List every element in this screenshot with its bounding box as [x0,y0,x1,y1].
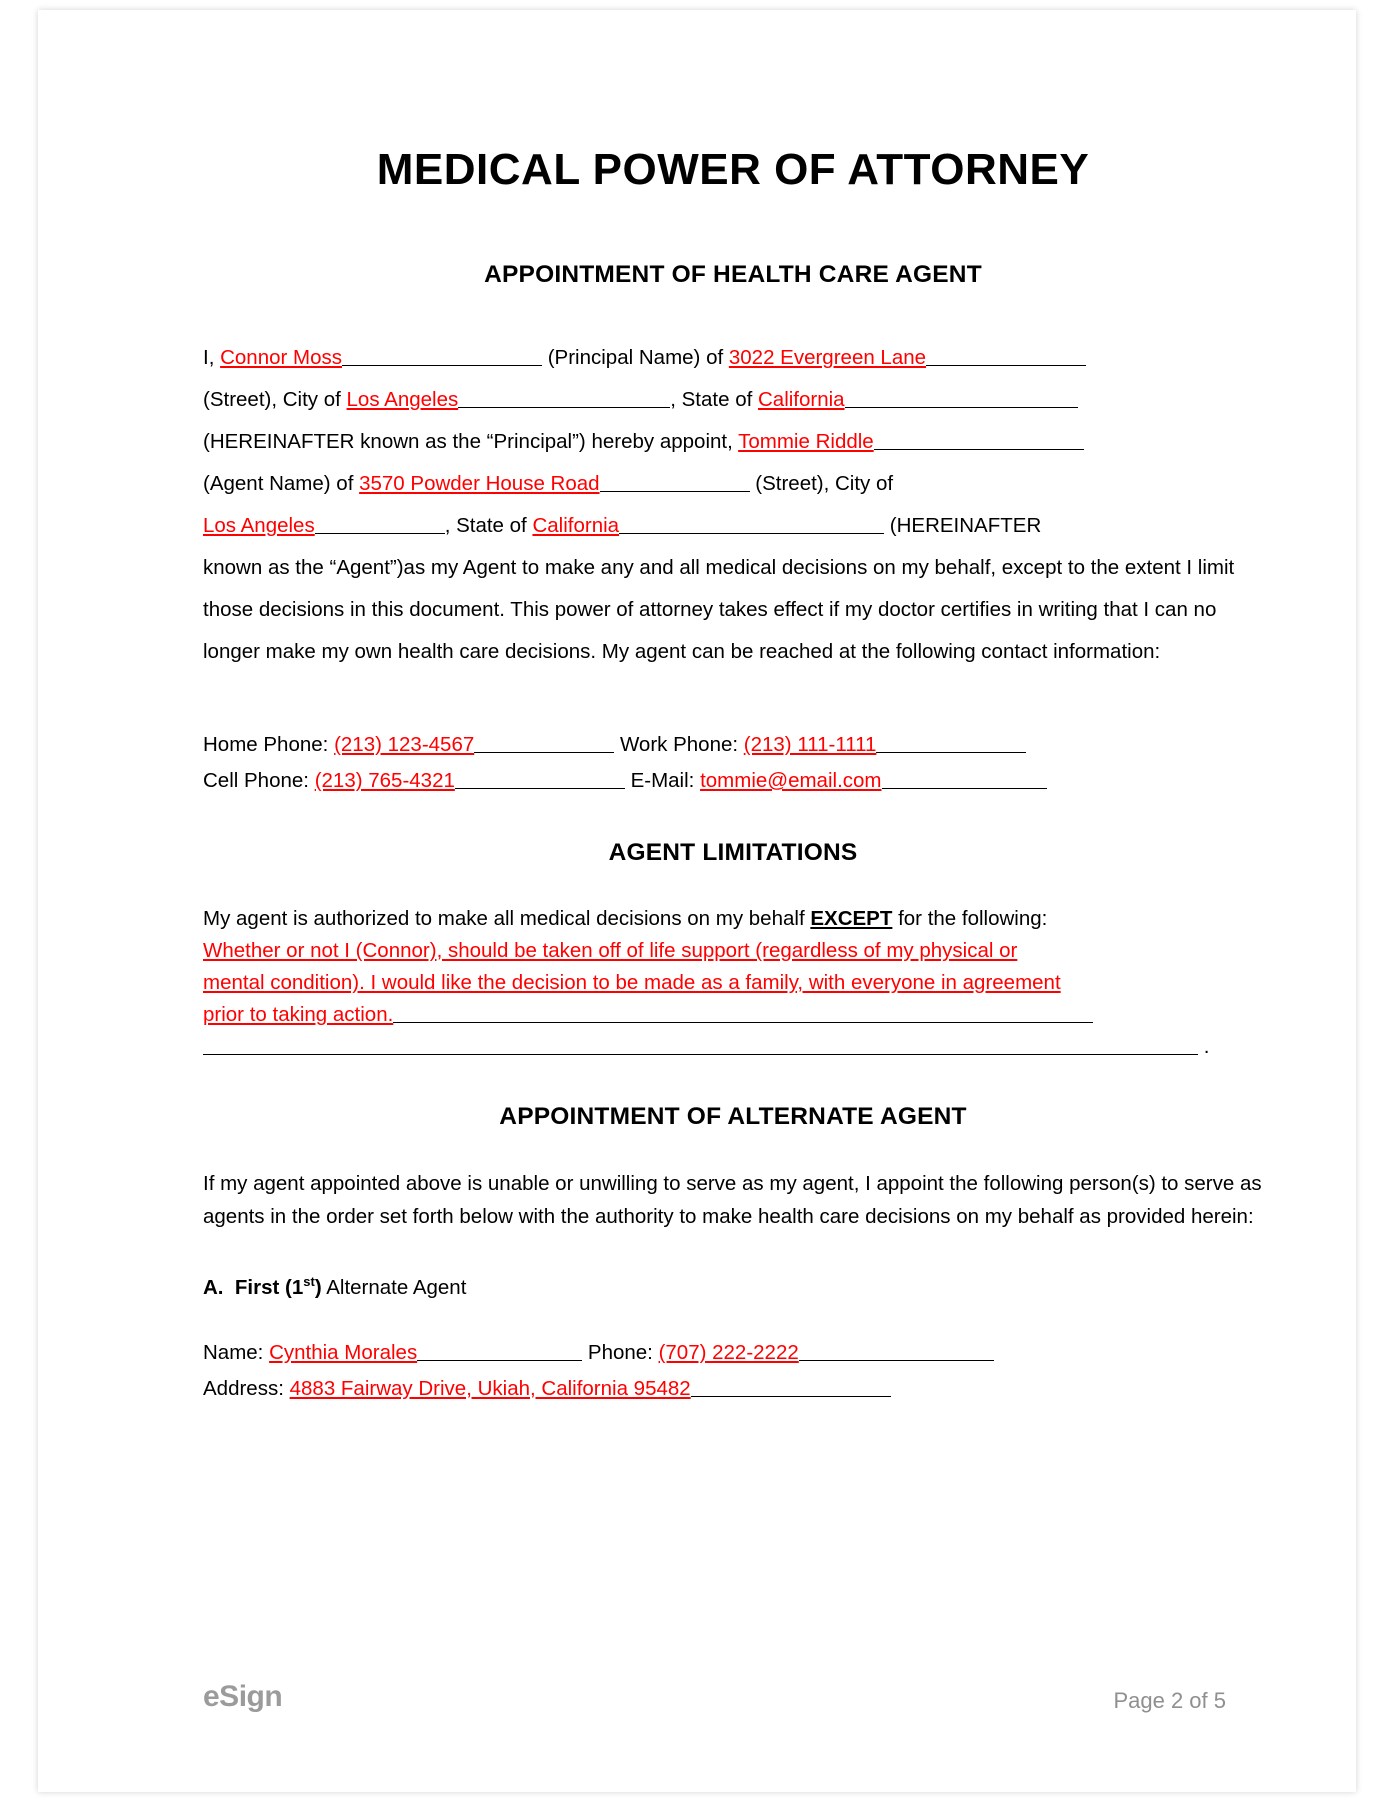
alternate-agent-item-heading [203,1265,1263,1305]
email-rule [882,769,1047,789]
document-content [203,145,1263,1407]
limitations-text-line-3 [203,999,1263,1031]
limitations-intro-b: for the following: [892,907,1048,930]
alternate-item-label: First (1 [234,1275,304,1299]
alternate-item-letter: A. [203,1275,224,1299]
work-phone-label: Work Phone: [619,733,744,756]
alternate-address-label: Address: [203,1376,290,1400]
agent-name-value: Tommie Riddle [738,430,874,453]
alternate-address-line [203,1371,1263,1407]
principal-name-label: (Principal Name) of [547,346,729,369]
agent-street-rule [600,472,750,492]
page-footer [203,1680,1226,1714]
principal-name-rule [342,346,542,366]
agent-name-label: (Agent Name) of [203,472,360,495]
work-phone-rule [876,733,1026,753]
principal-state-rule [845,388,1078,408]
section-heading-appointment-agent: APPOINTMENT OF HEALTH CARE AGENT [484,261,982,288]
agent-street-value: 3570 Powder House Road [359,472,600,495]
principal-city-rule [458,388,670,408]
agent-city-value: Los Angeles [203,514,315,537]
alternate-agent-intro: If my agent appointed above is unable or unwilling to serve as my agent, I appoint the following person(s) to serve as agents in the order set forth below with the authority to make health care decisions on my behalf as provided herein: [203,1172,1262,1228]
agent-limitations-block [203,903,1263,1063]
principal-state-value: California [757,388,845,411]
alternate-item-label-end: ) [314,1275,322,1299]
agent-state-rule [619,514,884,534]
agent-street-label: (Street), City of [755,472,894,495]
agent-city-rule [315,514,445,534]
hereinafter-agent-open: (HEREINAFTER [889,514,1042,537]
alternate-address-rule [691,1377,891,1397]
principal-street-value: 3022 Evergreen Lane [728,346,927,369]
home-phone-label: Home Phone: [203,733,335,756]
agent-name-rule [874,430,1084,450]
alternate-name-value: Cynthia Morales [269,1340,418,1364]
alternate-address-value: 4883 Fairway Drive, Ukiah, California 95482 [289,1376,691,1400]
alternate-name-phone-line [203,1335,1263,1371]
limitations-rule-2 [203,1035,1198,1055]
section-heading-agent-limitations: AGENT LIMITATIONS [608,839,858,866]
alternate-item-ordinal-suffix: st [303,1274,315,1289]
paper-sheet [38,10,1356,1792]
cell-phone-value: (213) 765-4321 [314,769,455,792]
principal-city-value: Los Angeles [346,388,459,411]
esign-logo: eSign [203,1680,283,1713]
street-city-label: (Street), City of [203,388,347,411]
cell-phone-rule [455,769,625,789]
limitations-intro-a: My agent is authorized to make all medical decisions on my behalf [203,907,811,930]
email-value: tommie@email.com [700,769,882,792]
contact-line-phones [203,727,1263,763]
limitations-rule-1 [393,1003,1093,1023]
limitations-period: . [1203,1035,1210,1058]
home-phone-rule [474,733,614,753]
appointment-paragraph-rest: known as the “Agent”)as my Agent to make any and all medical decisions on my behalf, except to the extent I limit those decisions in this document. This power of attorney takes effect if my doctor certifies in writing that I can no longer make my own health care decisions. My agent can be reached at the following contact information: [203,556,1235,663]
section-heading-alternate-agent: APPOINTMENT OF ALTERNATE AGENT [499,1103,967,1130]
i-label: I, [203,346,221,369]
hereinafter-principal-text: (HEREINAFTER known as the “Principal”) hereby appoint, [203,430,739,453]
limitations-intro-line [203,903,1263,935]
page-number: Page 2 of 5 [1113,1688,1226,1713]
home-phone-value: (213) 123-4567 [334,733,475,756]
principal-name-value: Connor Moss [220,346,343,369]
limitations-text-1: Whether or not I (Connor), should be taken off of life support (regardless of my physical or [203,939,1018,962]
contact-line-cell-email [203,763,1263,799]
alternate-phone-value: (707) 222-2222 [658,1340,799,1364]
agent-state-label: , State of [444,514,533,537]
limitations-text-line-4 [203,1031,1263,1063]
limitations-text-3: prior to taking action. [203,1003,394,1026]
alternate-phone-rule [799,1341,994,1361]
principal-street-rule [926,346,1086,366]
page-title: MEDICAL POWER OF ATTORNEY [376,145,1090,194]
limitations-except-word: EXCEPT [810,907,893,930]
limitations-text-line-2 [203,967,1263,999]
cell-phone-label: Cell Phone: [203,769,315,792]
alternate-phone-label: Phone: [587,1340,659,1364]
alternate-name-rule [417,1341,582,1361]
alternate-item-label-rest: Alternate Agent [321,1275,467,1299]
limitations-text-2: mental condition). I would like the decision to be made as a family, with everyone in agreement [203,971,1061,994]
limitations-text-line-1 [203,935,1263,967]
principal-appointment-paragraph [203,337,1263,673]
state-label: , State of [670,388,758,411]
agent-state-value: California [532,514,620,537]
alternate-name-label: Name: [203,1340,270,1364]
email-label: E-Mail: [630,769,701,792]
work-phone-value: (213) 111-1111 [743,733,877,756]
